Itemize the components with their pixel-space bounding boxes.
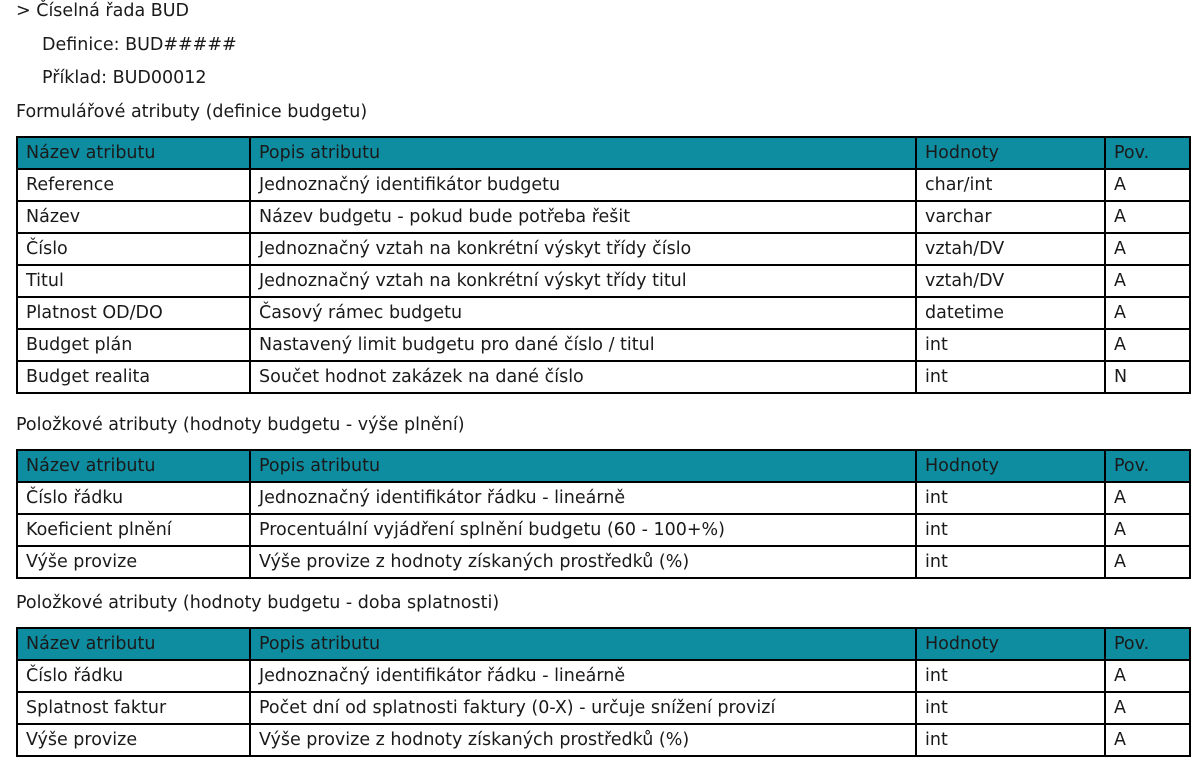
cell-name: Platnost OD/DO: [17, 297, 250, 329]
table-row: [17, 297, 1190, 329]
column-header-values: Hodnoty: [916, 628, 1105, 660]
cell-values: int: [916, 546, 1105, 578]
cell-description: Jednoznačný identifikátor řádku - lineárně: [250, 660, 916, 692]
item-attributes-fulfilment-table: [16, 449, 1191, 579]
cell-values: vztah/DV: [916, 233, 1105, 265]
cell-description: Jednoznačný identifikátor řádku - lineárně: [250, 482, 916, 514]
cell-required: A: [1105, 297, 1190, 329]
table-row: [17, 329, 1190, 361]
cell-values: datetime: [916, 297, 1105, 329]
series-example: Příklad: BUD00012: [42, 68, 207, 88]
table-row: [17, 692, 1190, 724]
table-row: [17, 482, 1190, 514]
cell-values: int: [916, 361, 1105, 393]
cell-required: A: [1105, 660, 1190, 692]
cell-values: varchar: [916, 201, 1105, 233]
header-row: [17, 628, 1190, 660]
table-caption-form-attributes: Formulářové atributy (definice budgetu): [16, 102, 368, 122]
column-header-description: Popis atributu: [250, 450, 916, 482]
column-header-required: Pov.: [1105, 450, 1190, 482]
cell-name: Budget plán: [17, 329, 250, 361]
cell-name: Budget realita: [17, 361, 250, 393]
cell-values: int: [916, 482, 1105, 514]
column-header-description: Popis atributu: [250, 628, 916, 660]
cell-values: int: [916, 514, 1105, 546]
table-row: [17, 546, 1190, 578]
cell-required: A: [1105, 265, 1190, 297]
form-attributes-table: [16, 136, 1191, 394]
column-header-description: Popis atributu: [250, 137, 916, 169]
cell-values: int: [916, 329, 1105, 361]
column-header-name: Název atributu: [17, 137, 250, 169]
cell-required: A: [1105, 169, 1190, 201]
cell-values: int: [916, 692, 1105, 724]
cell-name: Číslo řádku: [17, 660, 250, 692]
header-row: [17, 137, 1190, 169]
cell-description: Časový rámec budgetu: [250, 297, 916, 329]
table-row: [17, 724, 1190, 756]
cell-name: Číslo řádku: [17, 482, 250, 514]
cell-name: Číslo: [17, 233, 250, 265]
table-row: [17, 514, 1190, 546]
cell-required: A: [1105, 233, 1190, 265]
cell-name: Výše provize: [17, 546, 250, 578]
cell-description: Počet dní od splatnosti faktury (0-X) - určuje snížení provizí: [250, 692, 916, 724]
cell-required: A: [1105, 201, 1190, 233]
header-row: [17, 450, 1190, 482]
cell-values: int: [916, 660, 1105, 692]
cell-description: Jednoznačný vztah na konkrétní výskyt třídy číslo: [250, 233, 916, 265]
cell-name: Název: [17, 201, 250, 233]
table-header: [17, 450, 1190, 482]
cell-description: Výše provize z hodnoty získaných prostředků (%): [250, 546, 916, 578]
cell-required: A: [1105, 329, 1190, 361]
cell-description: Procentuální vyjádření splnění budgetu (60 - 100+%): [250, 514, 916, 546]
table-caption-item-attributes-fulfilment: Položkové atributy (hodnoty budgetu - výše plnění): [16, 415, 465, 435]
table-header: [17, 628, 1190, 660]
cell-required: A: [1105, 692, 1190, 724]
cell-description: Nastavený limit budgetu pro dané číslo / titul: [250, 329, 916, 361]
cell-required: A: [1105, 546, 1190, 578]
cell-description: Název budgetu - pokud bude potřeba řešit: [250, 201, 916, 233]
item-attributes-due-period-table: [16, 627, 1191, 757]
cell-name: Reference: [17, 169, 250, 201]
cell-required: N: [1105, 361, 1190, 393]
cell-values: int: [916, 724, 1105, 756]
cell-description: Součet hodnot zakázek na dané číslo: [250, 361, 916, 393]
table-caption-item-attributes-due-period: Položkové atributy (hodnoty budgetu - doba splatnosti): [16, 593, 500, 613]
cell-values: char/int: [916, 169, 1105, 201]
table-row: [17, 233, 1190, 265]
table-header: [17, 137, 1190, 169]
column-header-name: Název atributu: [17, 450, 250, 482]
column-header-values: Hodnoty: [916, 137, 1105, 169]
cell-description: Jednoznačný identifikátor budgetu: [250, 169, 916, 201]
cell-required: A: [1105, 482, 1190, 514]
cell-name: Splatnost faktur: [17, 692, 250, 724]
series-heading: > Číselná řada BUD: [16, 1, 190, 21]
column-header-required: Pov.: [1105, 628, 1190, 660]
cell-required: A: [1105, 514, 1190, 546]
column-header-name: Název atributu: [17, 628, 250, 660]
table-row: [17, 265, 1190, 297]
table-row: [17, 361, 1190, 393]
series-definition: Definice: BUD#####: [42, 35, 237, 55]
cell-required: A: [1105, 724, 1190, 756]
column-header-required: Pov.: [1105, 137, 1190, 169]
column-header-values: Hodnoty: [916, 450, 1105, 482]
cell-name: Výše provize: [17, 724, 250, 756]
table-row: [17, 201, 1190, 233]
table-row: [17, 660, 1190, 692]
cell-name: Koeficient plnění: [17, 514, 250, 546]
table-row: [17, 169, 1190, 201]
cell-description: Jednoznačný vztah na konkrétní výskyt třídy titul: [250, 265, 916, 297]
cell-name: Titul: [17, 265, 250, 297]
cell-values: vztah/DV: [916, 265, 1105, 297]
cell-description: Výše provize z hodnoty získaných prostředků (%): [250, 724, 916, 756]
